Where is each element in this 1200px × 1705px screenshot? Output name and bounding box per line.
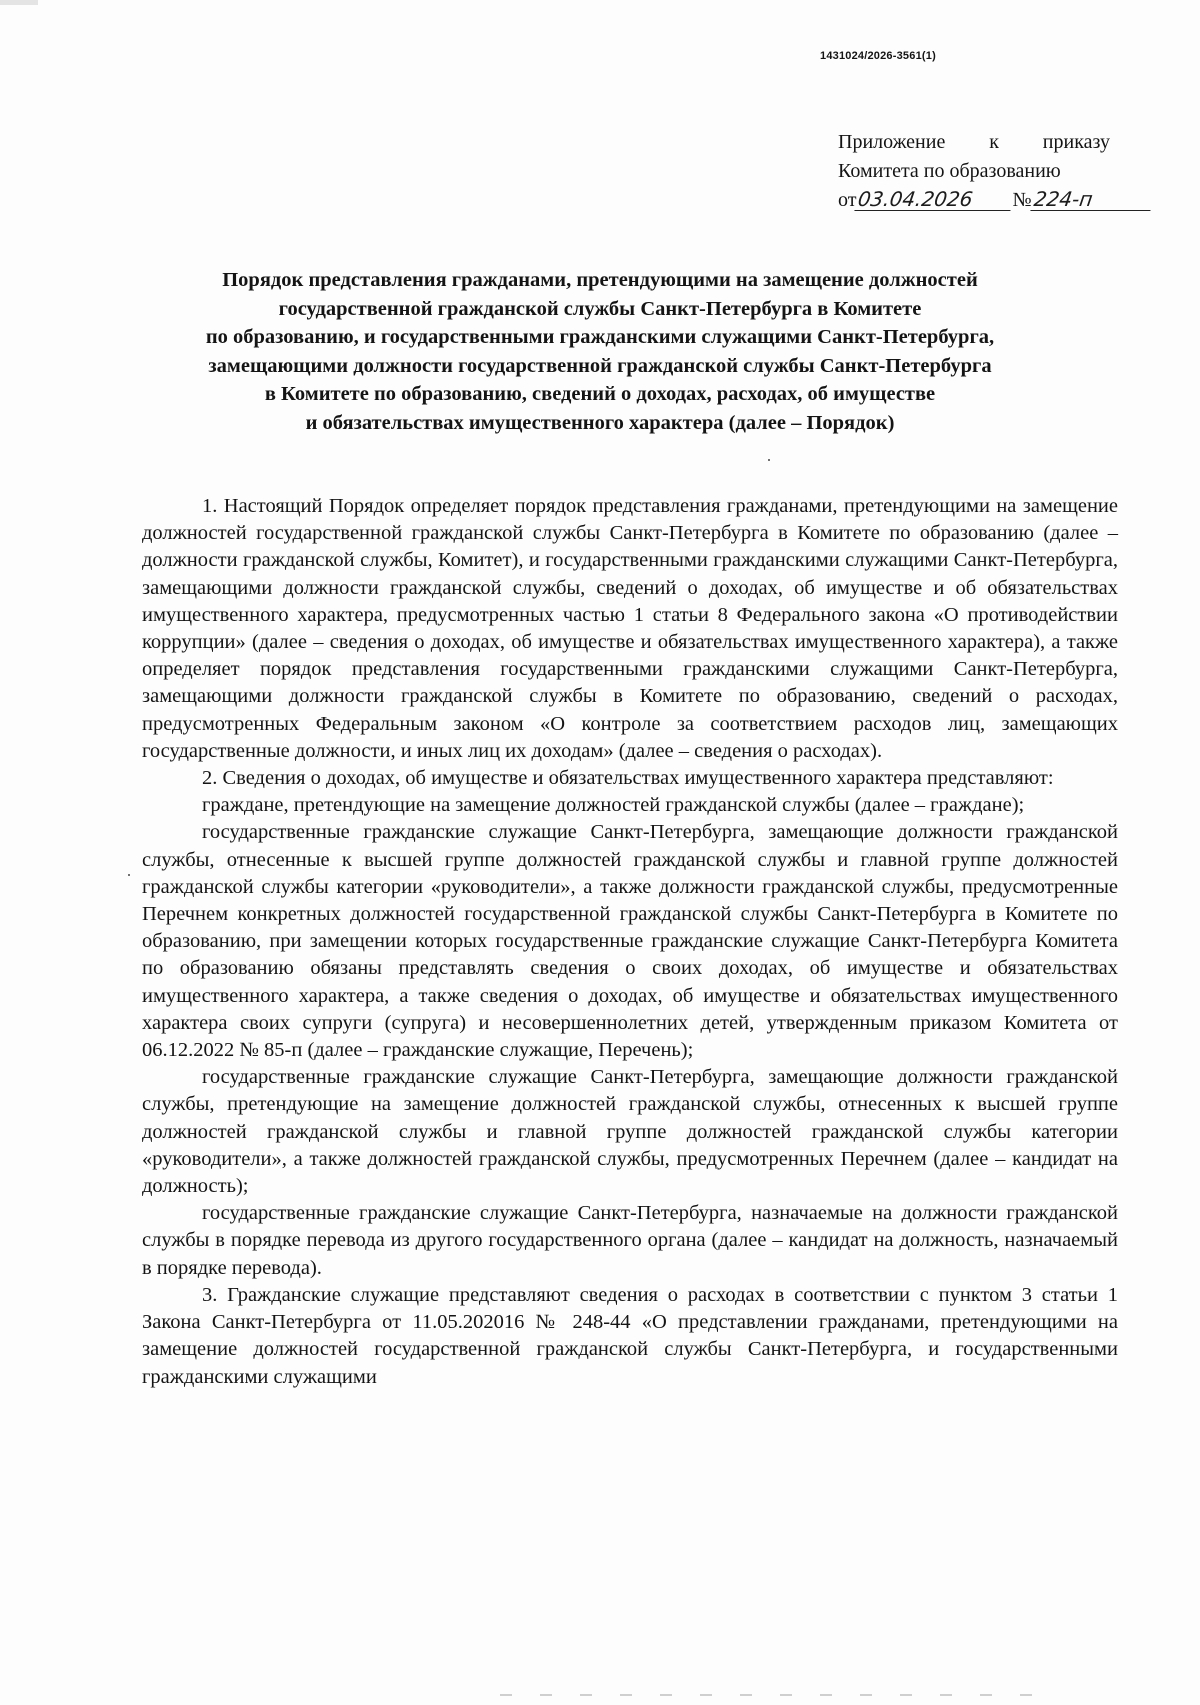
- document-registration-code: 1431024/2026-3561(1): [820, 50, 936, 62]
- number-sign: №: [1012, 189, 1032, 211]
- title-line: и обязательствах имущественного характера (далее – Порядок): [305, 411, 895, 434]
- title-line: по образованию, и государственными гражданскими служащими Санкт-Петербурга,: [205, 326, 995, 348]
- appendix-line-3: [838, 186, 1128, 215]
- handwritten-order-number: 224-п: [1030, 188, 1153, 211]
- title-line: Порядок представления гражданами, претендующими на замещение должностей: [222, 269, 978, 291]
- document-body: [142, 493, 1118, 1391]
- paragraph-2: 2. Сведения о доходах, об имуществе и обязательствах имущественного характера представляют:: [202, 767, 1054, 790]
- scan-speck: [768, 459, 770, 461]
- title-line: государственной гражданской службы Санкт-Петербурга в Комитете: [278, 297, 922, 320]
- scan-bottom-artifact: [500, 1694, 1060, 1696]
- appendix-date-prefix: от: [838, 189, 857, 211]
- scan-edge-mark: [0, 0, 38, 5]
- document-title: [130, 266, 1070, 437]
- appendix-line-1: Приложение к приказу: [838, 131, 1110, 153]
- paragraph-2-item-citizens: граждане, претендующие на замещение должностей гражданской службы (далее – граждане);: [202, 794, 1025, 817]
- paragraph-1: 1. Настоящий Порядок определяет порядок представления гражданами, претендующими на замещение должностей государственной гражданской службы Санкт-Петербурга в Комитете по образованию (далее – должности гражданской службы, Комитет), и государственными гражданскими служащими Санкт-Петербурга, замещающими должности гражданской службы, сведений о доходах, об имуществе и об обязательствах имущественного характера, предусмотренных частью 1 статьи 8 Федерального закона «О противодействии коррупции» (далее – сведения о доходах, об имуществе и обязательствах имущественного характера), а также определяет порядок представления государственными гражданскими служащими Санкт-Петербурга, замещающими должности гражданской службы в Комитете по образованию, сведений о расходах, предусмотренных Федеральным законом «О контроле за соответствием расходов лиц, замещающих государственные должности, и иных лиц их доходам» (далее – сведения о расходах).: [142, 495, 1118, 762]
- appendix-block: [838, 128, 1128, 215]
- paragraph-2-item-transfer-candidates: государственные гражданские служащие Санкт-Петербурга, назначаемые на должности гражданской службы в порядке перевода из другого государственного органа (далее – кандидат на должность, назначаемый в порядке перевода).: [142, 1202, 1118, 1279]
- paragraph-3: 3. Гражданские служащие представляют сведения о расходах в соответствии с пунктом 3 статьи 1 Закона Санкт-Петербурга от 11.05.202016 № 248-44 «О представлении гражданами, претендующими на замещение должностей государственной гражданской службы Санкт-Петербурга, и государственными гражданскими служащими: [142, 1283, 1118, 1388]
- title-line: замещающими должности государственной гражданской службы Санкт-Петербурга: [208, 354, 992, 377]
- paragraph-2-item-civil-servants: государственные гражданские служащие Санкт-Петербурга, замещающие должности гражданской службы, отнесенные к высшей группе должностей гражданской службы и главной группе должностей гражданской службы категории «руководители», а также должности гражданской службы, предусмотренные Перечнем конкретных должностей государственной гражданской службы Санкт-Петербурга в Комитете по образованию, при замещении которых государственные гражданские служащие Санкт-Петербурга Комитета по образованию обязаны представлять сведения о своих доходах, об имуществе и обязательствах имущественного характера, а также сведения о доходах, об имуществе и обязательствах имущественного характера своих супруги (супруга) и несовершеннолетних детей, утвержденным приказом Комитета от 06.12.2022 № 85-п (далее – гражданские служащие, Перечень);: [142, 821, 1118, 1062]
- handwritten-order-date: 03.04.2026: [855, 188, 1014, 211]
- title-line: в Комитете по образованию, сведений о доходах, расходах, об имуществе: [264, 383, 936, 405]
- appendix-line-2: Комитета по образованию: [838, 160, 1061, 182]
- scan-speck: [128, 874, 130, 876]
- paragraph-2-item-candidates: государственные гражданские служащие Санкт-Петербурга, замещающие должности гражданской службы, претендующие на замещение должностей гражданской службы, отнесенных к высшей группе должностей гражданской службы и главной группе должностей гражданской службы категории «руководители», а также должностей гражданской службы, предусмотренных Перечнем (далее – кандидат на должность);: [142, 1066, 1118, 1198]
